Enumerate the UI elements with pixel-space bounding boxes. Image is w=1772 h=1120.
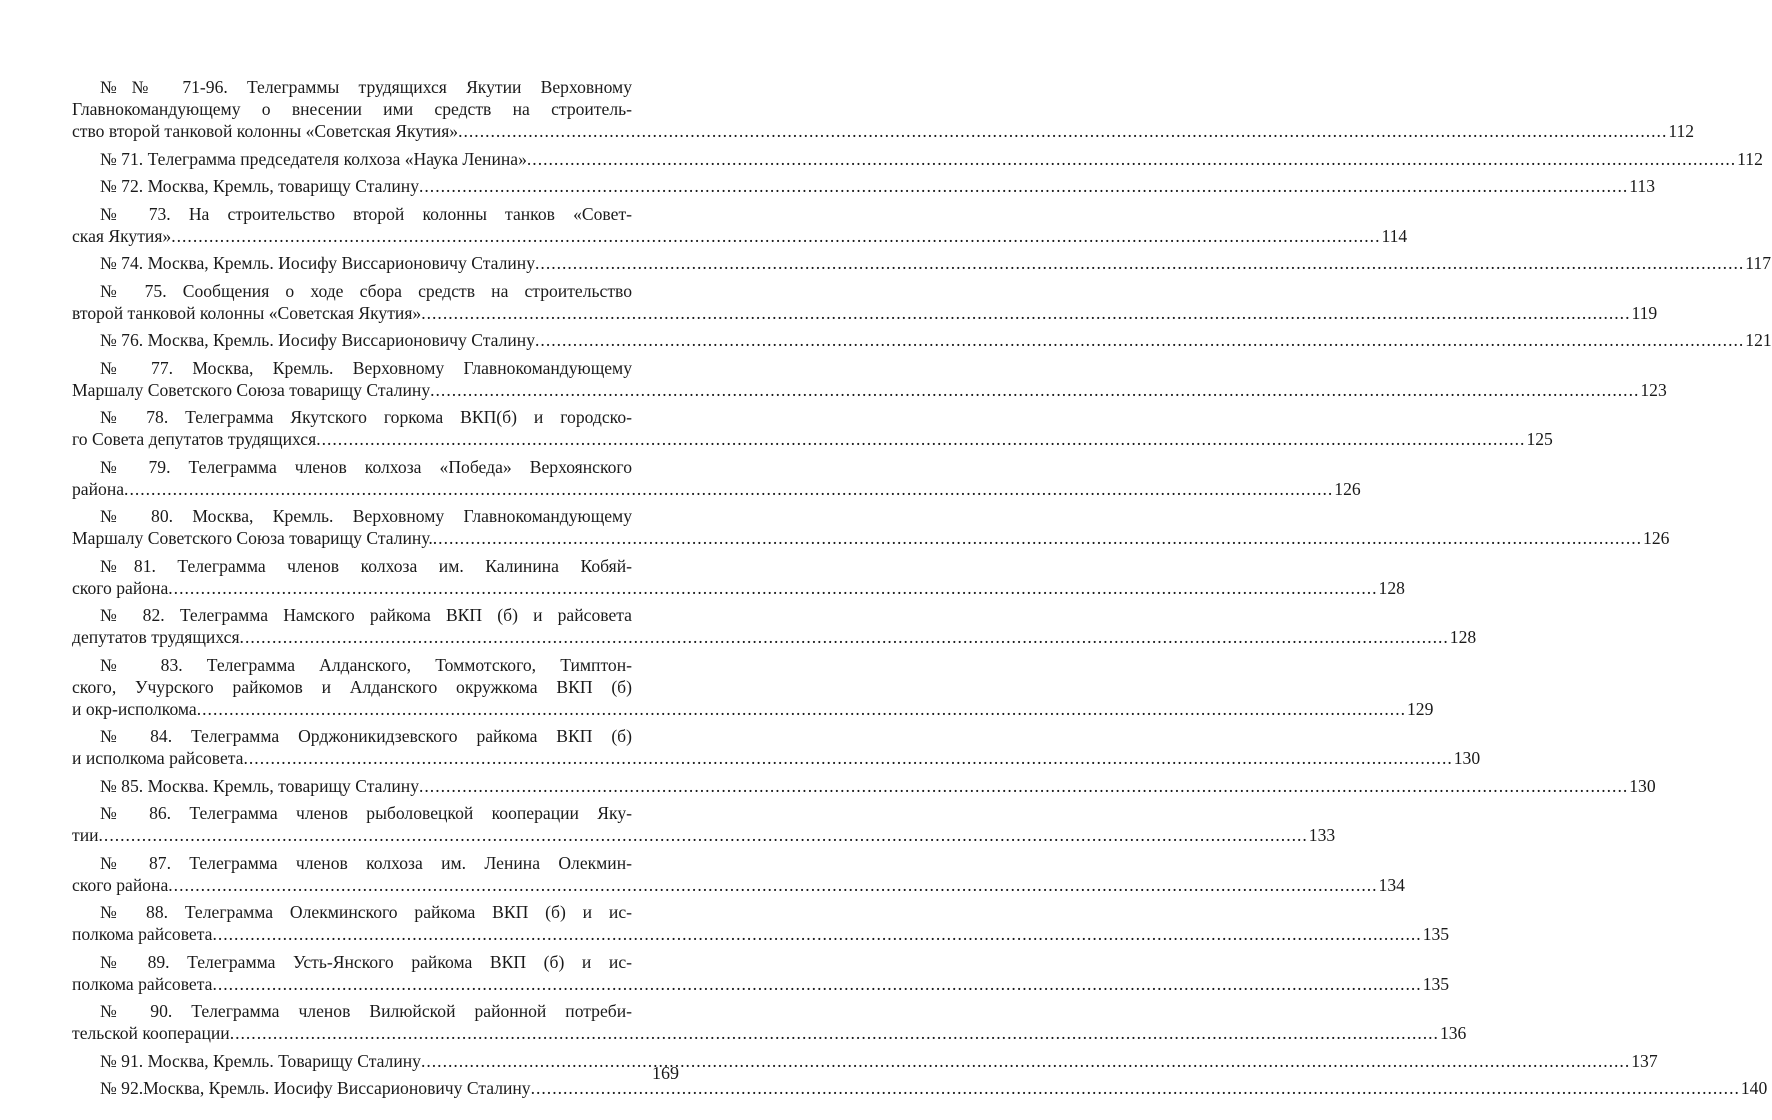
toc-entry — [72, 203, 1408, 247]
toc-entry-text: № 71. Телеграмма председателя колхоза «Наука Ленина» — [100, 148, 527, 169]
toc-entry — [72, 555, 1405, 599]
toc-entry-line — [72, 698, 1434, 720]
toc-entry — [72, 505, 1670, 549]
toc-entry-text: ского, Учурского райкомов и Алданского окружкома ВКП (б) — [72, 676, 632, 697]
page-number: 169 — [652, 1063, 679, 1083]
dot-leader — [244, 747, 1453, 769]
toc-entry-line — [72, 527, 1670, 549]
toc-entry-text: района — [72, 478, 125, 499]
toc-entry-line — [72, 555, 632, 577]
toc-entry-line — [72, 329, 1772, 351]
toc-entry-line — [72, 148, 1763, 170]
toc-entry-line — [72, 120, 1695, 142]
toc-entry-line — [72, 456, 632, 478]
toc-entry-line — [72, 852, 632, 874]
toc-page-ref: 119 — [1631, 302, 1658, 323]
toc-entry-line — [72, 747, 1481, 769]
toc-entry — [72, 901, 1450, 945]
toc-entry-text: и окр-исполкома — [72, 698, 197, 719]
toc-entry-line — [72, 1000, 632, 1022]
toc-page-ref: 126 — [1334, 478, 1361, 499]
toc-entry-text: № 87. Телеграмма членов колхоза им. Ленина Олекмин- — [100, 852, 632, 873]
dot-leader — [316, 428, 1525, 450]
toc-entry-text: №№ 71-96. Телеграммы трудящихся Якутии Верховному — [100, 77, 632, 97]
toc-entry-text: № 83. Телеграмма Алданского, Томмотского, Тимптон- — [100, 654, 632, 675]
toc-page-ref: 128 — [1378, 577, 1405, 598]
toc-page-ref: 125 — [1526, 429, 1553, 449]
toc-entry-text: полкома райсовета — [72, 924, 213, 944]
toc-page-ref: 130 — [1453, 748, 1481, 768]
toc-page-ref: 137 — [1631, 1050, 1658, 1071]
toc-entry-text: № 74. Москва, Кремль. Иосифу Виссарионовичу Сталину — [100, 253, 536, 273]
toc-entry — [72, 175, 1655, 197]
toc-entry — [72, 406, 1553, 450]
toc-entry-text: № 88. Телеграмма Олекминского райкома ВКП (б) и ис- — [100, 902, 632, 922]
toc-entry-text: № 77. Москва, Кремль. Верховному Главнокомандующему — [100, 357, 632, 378]
toc-entry-line — [72, 1077, 1768, 1099]
toc-entry-line — [72, 280, 632, 302]
toc-entry — [72, 280, 1658, 324]
toc-entry-line — [72, 654, 632, 676]
toc-entry — [72, 252, 1772, 274]
toc-entry — [72, 1050, 1658, 1072]
dot-leader — [168, 874, 1377, 896]
toc-entry-line — [72, 357, 632, 379]
toc-entry-line — [72, 175, 1655, 197]
toc-entry-text: депутатов трудящихся — [72, 627, 240, 647]
toc-entry-line — [72, 923, 1450, 945]
toc-entry-text: и исполкома райсовета — [72, 748, 244, 768]
dot-leader — [527, 148, 1736, 170]
dot-leader — [240, 626, 1449, 648]
toc-page-ref: 121 — [1745, 330, 1772, 350]
toc-entry-text: № 82. Телеграмма Намского райкома ВКП (б) и райсовета — [100, 605, 632, 625]
dot-leader — [430, 379, 1639, 401]
toc-entry — [72, 802, 1336, 846]
toc-entry-text: № 84. Телеграмма Орджоникидзевского райкома ВКП (б) — [100, 726, 632, 746]
toc-entry — [72, 852, 1405, 896]
toc-entry — [72, 148, 1763, 170]
toc-entry-text: № 91. Москва, Кремль. Товарищу Сталину — [100, 1050, 421, 1071]
toc-entry-line — [72, 577, 1405, 599]
toc-page-ref: 136 — [1439, 1023, 1467, 1043]
toc-entry — [72, 951, 1450, 995]
toc-page-ref: 112 — [1737, 148, 1763, 169]
toc-entry-line — [72, 973, 1450, 995]
toc-entry-text: полкома райсовета — [72, 973, 213, 994]
toc-entry-line — [72, 626, 1477, 648]
dot-leader — [168, 577, 1377, 599]
toc-page-ref: 126 — [1643, 528, 1670, 548]
toc-entry — [72, 725, 1481, 769]
toc-page-ref: 130 — [1629, 775, 1656, 796]
toc-entry-text: № 76. Москва, Кремль. Иосифу Виссарионовичу Сталину — [100, 330, 536, 350]
toc-page-ref: 135 — [1422, 973, 1450, 994]
toc-entry-text: № 92.Москва, Кремль. Иосифу Виссарионовичу Сталину — [100, 1078, 531, 1098]
toc-entry-line — [72, 428, 1553, 450]
toc-page-ref: 129 — [1407, 698, 1434, 719]
toc-entry-line — [72, 802, 632, 824]
toc-page-ref: 135 — [1422, 924, 1450, 944]
dot-leader — [212, 973, 1421, 995]
toc-entry — [72, 654, 1434, 720]
dot-leader — [197, 698, 1406, 720]
toc-entry-line — [72, 478, 1361, 500]
toc-entry — [72, 1077, 1768, 1099]
toc-entry-line — [72, 302, 1658, 324]
dot-leader — [458, 120, 1667, 142]
toc-entry-text: № 79. Телеграмма членов колхоза «Победа» Верхоянского — [100, 456, 632, 477]
toc-entry — [72, 604, 1477, 648]
toc-page-ref: 134 — [1378, 874, 1405, 895]
toc-entry-text: ского района — [72, 874, 169, 895]
toc-entry-line — [72, 775, 1656, 797]
toc-entry-text: №81. Телеграмма членов колхоза им. Калинина Кобяй- — [100, 555, 632, 576]
toc-entry-line — [72, 379, 1667, 401]
toc-entry-line — [72, 604, 632, 626]
toc-page-ref: 128 — [1449, 627, 1477, 647]
toc-entry-text: ство второй танковой колонны «Советская Якутия» — [72, 121, 459, 141]
toc-entry-text: № 72. Москва, Кремль, товарищу Сталину — [100, 176, 419, 196]
dot-leader — [230, 1022, 1439, 1044]
toc-entry-line — [72, 203, 632, 225]
dot-leader — [531, 1077, 1740, 1099]
toc-entry — [72, 76, 1695, 142]
toc-entry-text: тельской кооперации — [72, 1023, 230, 1043]
toc-entry-line — [72, 76, 632, 98]
toc-entry-text: тии — [72, 825, 99, 845]
toc-entry-line — [72, 252, 1772, 274]
toc-entry-text: Главнокомандующему о внесении ими средств на строитель- — [72, 99, 632, 119]
dot-leader — [535, 252, 1744, 274]
toc-page-ref: 112 — [1668, 121, 1695, 141]
dot-leader — [433, 527, 1642, 549]
toc-entry-text: Маршалу Советского Союза товарищу Сталину. — [72, 528, 433, 548]
toc-entry — [72, 456, 1361, 500]
toc-entry-text: Маршалу Советского Союза товарищу Сталину — [72, 379, 431, 400]
toc-entry-line — [72, 98, 632, 120]
toc-entry-line — [72, 951, 632, 973]
toc-entry-line — [72, 1022, 1467, 1044]
dot-leader — [421, 1050, 1630, 1072]
toc-page-ref: 140 — [1740, 1078, 1768, 1098]
toc-entry-text: № 75. Сообщения о ходе сбора средств на строительство — [100, 280, 632, 301]
toc-entry-line — [72, 901, 632, 923]
toc-entry — [72, 357, 1667, 401]
toc-entry-text: ского района — [72, 577, 169, 598]
toc-entry-text: № 73. На строительство второй колонны танков «Совет- — [100, 203, 632, 224]
toc-entry-line — [72, 1050, 1658, 1072]
dot-leader — [212, 923, 1421, 945]
toc-entry-line — [72, 824, 1336, 846]
dot-leader — [171, 225, 1380, 247]
toc-entry-text: № 85. Москва. Кремль, товарищу Сталину — [100, 775, 419, 796]
toc-entry — [72, 329, 1772, 351]
dot-leader — [535, 329, 1744, 351]
toc-page-ref: 113 — [1629, 176, 1655, 196]
toc-entry-text: № 90. Телеграмма членов Вилюйской районной потреби- — [100, 1001, 632, 1021]
toc-entry-line — [72, 225, 1408, 247]
toc-entry-text: го Совета депутатов трудящихся — [72, 429, 317, 449]
dot-leader — [419, 775, 1628, 797]
toc-entry — [72, 775, 1656, 797]
toc-entry-text: № 86. Телеграмма членов рыболовецкой кооперации Яку- — [100, 803, 632, 823]
dot-leader — [419, 175, 1628, 197]
toc-entry-text: № 78. Телеграмма Якутского горкома ВКП(б) и городско- — [100, 407, 632, 427]
toc-entry-line — [72, 505, 632, 527]
dot-leader — [124, 478, 1333, 500]
toc-page-ref: 123 — [1640, 379, 1667, 400]
toc-entry-text: второй танковой колонны «Советская Якутия» — [72, 302, 422, 323]
dot-leader — [99, 824, 1308, 846]
dot-leader — [421, 302, 1630, 324]
toc-entry-line — [72, 676, 632, 698]
toc-entry-text: ская Якутия» — [72, 225, 172, 246]
toc-entry-text: № 89. Телеграмма Усть-Янского райкома ВКП (б) и ис- — [100, 951, 632, 972]
toc-entry — [72, 1000, 1467, 1044]
toc-page-ref: 133 — [1308, 825, 1336, 845]
toc-entry-text: № 80. Москва, Кремль. Верховному Главнокомандующему — [100, 506, 632, 526]
toc-entry-line — [72, 406, 632, 428]
toc-page-ref: 114 — [1381, 225, 1408, 246]
toc-entry-line — [72, 874, 1405, 896]
toc-page-ref: 117 — [1745, 253, 1772, 273]
toc-entry-line — [72, 725, 632, 747]
